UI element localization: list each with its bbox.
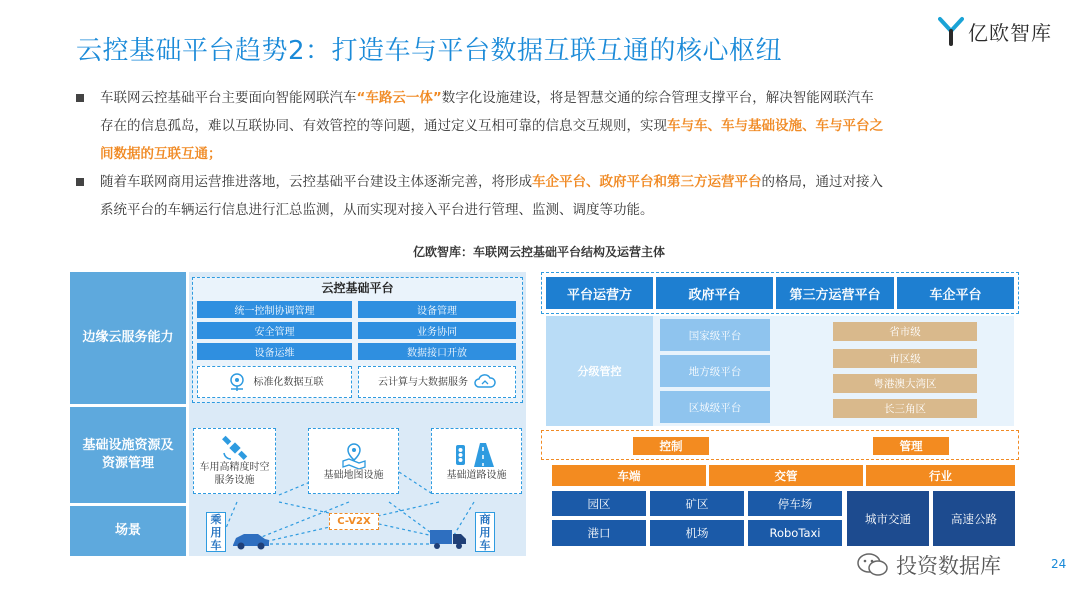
- text: 的格局，通过对接入: [761, 174, 883, 190]
- region-city: 市区级: [833, 349, 977, 368]
- scenario-parking: 停车场: [748, 491, 842, 516]
- bullet-1-line-2: [100, 112, 883, 140]
- service-data-interface: 数据接口开放: [358, 343, 516, 360]
- row-label-edge-cloud: 边缘云服务能力: [70, 272, 186, 404]
- infra-map-label: 基础地图设施: [323, 469, 384, 481]
- scene-commercial: 商用车: [475, 512, 495, 552]
- service-unified-control: 统一控制协调管理: [197, 301, 352, 318]
- cloud-service-label: 云计算与大数据服务: [378, 376, 468, 388]
- car-icon: [230, 530, 272, 552]
- text: 系统平台的车辆运行信息进行汇总监测，从而实现对接入平台进行管理、监测、调度等功能。: [100, 202, 654, 218]
- infra-road-label: 基础道路设施: [446, 469, 507, 481]
- highlight-text: “车路云一体”: [356, 90, 442, 106]
- header-government: 政府平台: [656, 277, 773, 309]
- bottom-traffic: 交管: [709, 465, 863, 486]
- row-label-infrastructure: 基础设施资源及资源管理: [70, 407, 186, 503]
- header-oem: 车企平台: [897, 277, 1014, 309]
- wechat-icon: [856, 551, 890, 579]
- scenario-highway: 高速公路: [933, 491, 1015, 546]
- figure-caption: 亿欧智库：车联网云控基础平台结构及运营主体: [413, 245, 666, 259]
- v2x-label: C-V2X: [329, 513, 379, 530]
- network-icon: [226, 372, 248, 392]
- highlight-text: 车企平台、政府平台和第三方运营平台: [532, 174, 762, 190]
- bullet-marker: [76, 94, 84, 102]
- truck-icon: [428, 526, 468, 552]
- service-security: 安全管理: [197, 322, 352, 339]
- header-operator: 平台运营方: [546, 277, 653, 309]
- scenario-park: 园区: [552, 491, 646, 516]
- tier-side-label: 分级管控: [546, 316, 653, 426]
- map-pin-icon: [339, 441, 369, 469]
- text: 车联网云控基础平台主要面向智能网联汽车: [100, 90, 357, 106]
- region-yrd: 长三角区: [833, 399, 977, 418]
- scene-passenger: 乘用车: [206, 512, 226, 552]
- text: 随着车联网商用运营推进落地，云控基础平台建设主体逐渐完善，将形成: [100, 174, 532, 190]
- region-gba: 粤港澳大湾区: [833, 374, 977, 393]
- service-device-mgmt: 设备管理: [358, 301, 516, 318]
- watermark-text: 投资数据库: [896, 554, 1001, 578]
- infra-road: [431, 428, 522, 494]
- cloud-service-box: [358, 366, 516, 398]
- scenario-mine: 矿区: [650, 491, 744, 516]
- highlight-text: 间数据的互联互通；: [100, 146, 222, 162]
- gov-regional: 区域级平台: [660, 391, 770, 423]
- header-third-party: 第三方运营平台: [776, 277, 894, 309]
- service-device-ops: 设备运维: [197, 343, 352, 360]
- bullet-2-line-1: [100, 168, 883, 196]
- platform-title: 云控基础平台: [321, 281, 394, 295]
- page-number: 24: [1051, 557, 1067, 571]
- region-province: 省市级: [833, 322, 977, 341]
- gov-national: 国家级平台: [660, 319, 770, 351]
- logo-icon: [938, 16, 964, 46]
- bullet-1-line-3: [100, 140, 222, 168]
- bullet-2-line-2: [100, 196, 654, 224]
- cloud-icon: [474, 372, 496, 392]
- std-data-label: 标准化数据互联: [253, 376, 324, 388]
- control-label: 控制: [633, 437, 709, 455]
- scenario-airport: 机场: [650, 520, 744, 546]
- infra-gnss-label: 车用高精度时空服务设施: [199, 462, 270, 486]
- scenario-urban-traffic: 城市交通: [847, 491, 929, 546]
- text: 数字化设施建设，将是智慧交通的综合管理支撑平台，解决智能网联汽车: [441, 90, 874, 106]
- highlight-text: 车与车、车与基础设施、车与平台之: [667, 118, 883, 134]
- scenario-port: 港口: [552, 520, 646, 546]
- infra-gnss: [193, 428, 276, 494]
- row-label-scenario: 场景: [70, 506, 186, 556]
- logo-text: 亿欧智库: [968, 20, 1052, 45]
- service-collaboration: 业务协同: [358, 322, 516, 339]
- watermark: [856, 550, 1001, 580]
- road-icon: [452, 441, 502, 469]
- satellite-icon: [220, 435, 250, 461]
- gov-local: 地方级平台: [660, 355, 770, 387]
- page-title: 云控基础平台趋势2：打造车与平台数据互联互通的核心枢纽: [76, 36, 783, 66]
- bullet-marker: [76, 178, 84, 186]
- infra-map: [308, 428, 399, 494]
- brand-logo: [938, 16, 1052, 46]
- bottom-vehicle: 车端: [552, 465, 706, 486]
- manage-label: 管理: [873, 437, 949, 455]
- std-data-box: [197, 366, 352, 398]
- bottom-industry: 行业: [866, 465, 1015, 486]
- text: 存在的信息孤岛，难以互联协同、有效管控的等问题，通过定义互相可靠的信息交互规则，实现: [100, 118, 667, 134]
- scenario-robotaxi: RoboTaxi: [748, 520, 842, 546]
- bullet-1-line-1: [100, 84, 874, 112]
